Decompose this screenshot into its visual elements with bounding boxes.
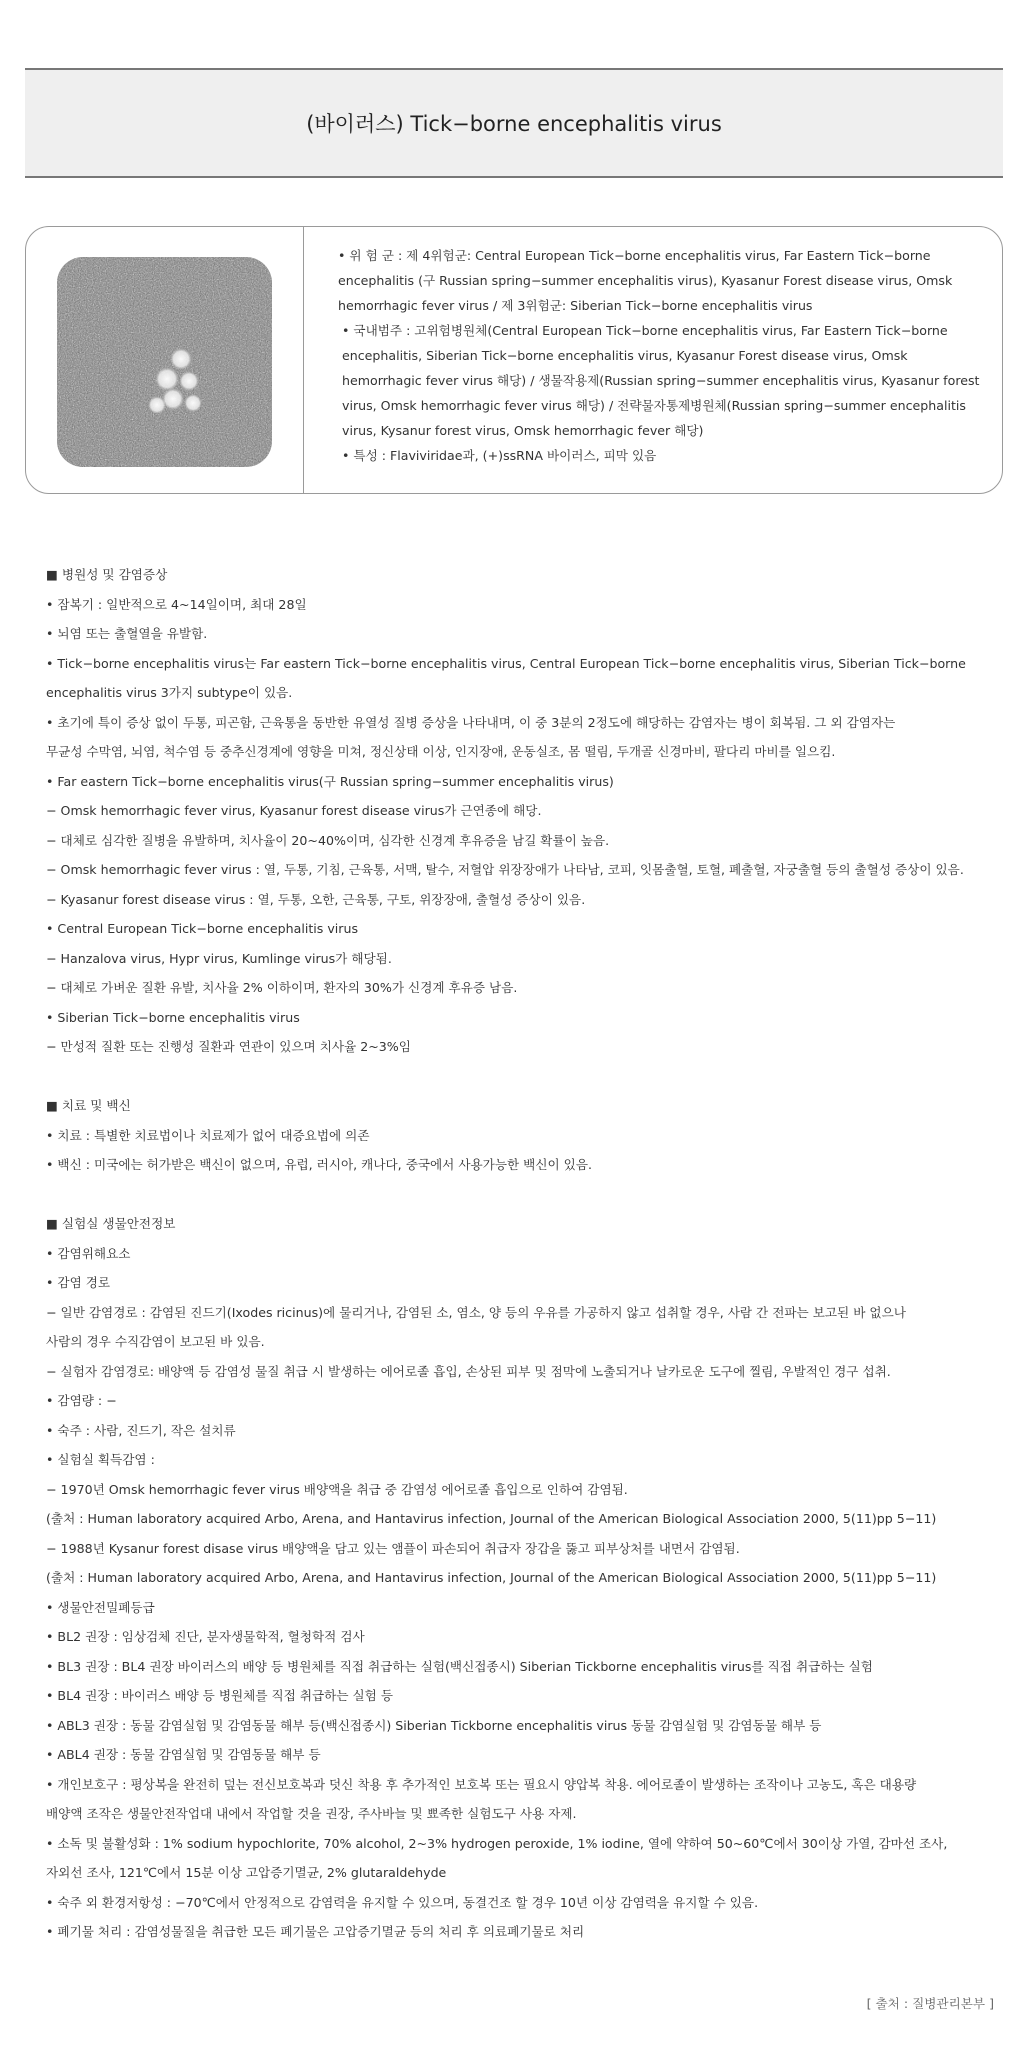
body-line: • 치료 : 특별한 치료법이나 치료제가 없어 대증요법에 의존 bbox=[46, 1127, 370, 1143]
body-line: − Omsk hemorrhagic fever virus, Kyasanur forest disease virus가 근연종에 해당. bbox=[46, 803, 542, 818]
body-line: • 뇌염 또는 출혈열을 유발함. bbox=[46, 626, 208, 641]
card-divider bbox=[303, 227, 304, 493]
summary-text bbox=[338, 243, 988, 468]
body-line: − 1988년 Kysanur forest disase virus 배양액을 담고 있는 앰플이 파손되어 취급자 장갑을 뚫고 피부상처를 내면서 감염됨. bbox=[46, 1540, 740, 1556]
body-line: • 초기에 특이 증상 없이 두통, 피곤함, 근육통을 동반한 유열성 질병 증상을 나타내며, 이 중 3분의 2정도에 해당하는 감염자는 병이 회복됨. 그 외 감염자는 bbox=[46, 714, 896, 730]
body-line: • Central European Tick−borne encephalitis virus bbox=[46, 921, 359, 936]
body-line: • 감염 경로 bbox=[46, 1275, 111, 1290]
body-line: • 소독 및 불활성화 : 1% sodium hypochlorite, 70% alcohol, 2~3% hydrogen peroxide, 1% iodine, 열에 약하여 50~60℃에서 30이상 가열, 감마선 조사, bbox=[46, 1835, 948, 1851]
body-line: (출처 : Human laboratory acquired Arbo, Arena, and Hantavirus infection, Journal of the American Biological Association 2000, 5(11)pp 5−11) bbox=[46, 1570, 937, 1585]
body-line: • 개인보호구 : 평상복을 완전히 덮는 전신보호복과 덧신 착용 후 추가적인 보호복 또는 필요시 양압복 착용. 에어로졸이 발생하는 조작이나 고농도, 혹은 대용량 bbox=[46, 1776, 917, 1792]
virus-micrograph-image bbox=[57, 257, 272, 467]
body-line: • 잠복기 : 일반적으로 4~14일이며, 최대 28일 bbox=[46, 596, 307, 612]
body-line: • 숙주 외 환경저항성 : −70℃에서 안정적으로 감염력을 유지할 수 있으며, 동결건조 할 경우 10년 이상 감염력을 유지할 수 있음. bbox=[46, 1894, 759, 1910]
body-line: (출처 : Human laboratory acquired Arbo, Arena, and Hantavirus infection, Journal of the American Biological Association 2000, 5(11)pp 5−11) bbox=[46, 1511, 937, 1526]
body-line: • 실험실 획득감염 : bbox=[46, 1452, 155, 1467]
section-heading: ■ 실험실 생물안전정보 bbox=[46, 1216, 176, 1231]
features-text: • 특성 : Flaviviridae과, (+)ssRNA 바이러스, 피막 있음 bbox=[342, 448, 657, 463]
section-spacer bbox=[46, 1180, 1006, 1210]
body-line: 자외선 조사, 121℃에서 15분 이상 고압증기멸균, 2% glutaraldehyde bbox=[46, 1865, 447, 1880]
section-spacer bbox=[46, 1062, 1006, 1092]
body-line: − Hanzalova virus, Hypr virus, Kumlinge virus가 해당됨. bbox=[46, 950, 392, 966]
body-line: − Kyasanur forest disease virus : 열, 두통, 오한, 근육통, 구토, 위장장애, 출혈성 증상이 있음. bbox=[46, 891, 586, 907]
body-line: − Omsk hemorrhagic fever virus : 열, 두통, 기침, 근육통, 서맥, 탈수, 저혈압 위장장애가 나타남, 코피, 잇몸출혈, 토혈, 폐출혈, 자궁출혈 등의 출혈성 증상이 있음. bbox=[46, 862, 964, 877]
body-line: • 폐기물 처리 : 감염성물질을 취급한 모든 폐기물은 고압증기멸균 등의 처리 후 의료폐기물로 처리 bbox=[46, 1924, 585, 1939]
page-title: (바이러스) Tick−borne encephalitis virus bbox=[306, 112, 722, 136]
section-heading: ■ 치료 및 백신 bbox=[46, 1098, 131, 1113]
body-line: • ABL4 권장 : 동물 감염실험 및 감염동물 해부 등 bbox=[46, 1747, 321, 1762]
body-content bbox=[46, 560, 1006, 1947]
source-footer: [ 출처 : 질병관리본부 ] bbox=[866, 1996, 994, 2011]
body-line: encephalitis virus 3가지 subtype이 있음. bbox=[46, 685, 293, 700]
summary-card bbox=[25, 226, 1003, 494]
section-heading: ■ 병원성 및 감염증상 bbox=[46, 567, 168, 582]
body-line: • BL3 권장 : BL4 권장 바이러스의 배양 등 병원체를 직접 취급하는 실험(백신접종시) Siberian Tickborne encephalitis virus를 직접 취급하는 실험 bbox=[46, 1658, 873, 1674]
body-line: − 실험자 감염경로: 배양액 등 감염성 물질 취급 시 발생하는 에어로졸 흡입, 손상된 피부 및 점막에 노출되거나 날카로운 도구에 찔림, 우발적인 경구 섭취. bbox=[46, 1363, 891, 1379]
body-line: − 대체로 심각한 질병을 유발하며, 치사율이 20~40%이며, 심각한 신경계 후유증을 남길 확률이 높음. bbox=[46, 832, 610, 848]
body-line: − 일반 감염경로 : 감염된 진드기(Ixodes ricinus)에 물리거나, 감염된 소, 염소, 양 등의 우유를 가공하지 않고 섭취할 경우, 사람 간 전파는 보고된 바 없으나 bbox=[46, 1304, 906, 1320]
body-line: • ABL3 권장 : 동물 감염실험 및 감염동물 해부 등(백신접종시) Siberian Tickborne encephalitis virus 동물 감염실험 및 감염동물 해부 등 bbox=[46, 1717, 822, 1733]
body-line: • BL2 권장 : 임상검체 진단, 분자생물학적, 혈청학적 검사 bbox=[46, 1629, 365, 1644]
title-banner bbox=[25, 68, 1003, 178]
body-line: • 감염량 : − bbox=[46, 1393, 117, 1408]
body-line: 배양액 조작은 생물안전작업대 내에서 작업할 것을 권장, 주사바늘 및 뾰족한 실험도구 사용 자제. bbox=[46, 1806, 577, 1821]
body-line: • Siberian Tick−borne encephalitis virus bbox=[46, 1009, 300, 1025]
body-line: • Tick−borne encephalitis virus는 Far eastern Tick−borne encephalitis virus, Central European Tick−borne encephalitis virus, Siberian Tick−borne bbox=[46, 655, 966, 671]
domestic-category-text: • 국내범주 : 고위험병원체(Central European Tick−borne encephalitis virus, Far Eastern Tick−borne encephalitis, Siberian Tick−borne encephalitis virus, Kyasanur Forest disease virus, Omsk hemorrhagic fever virus 해당) / 생물작용제(Russian spring−summer encephalitis virus, Kyasanur forest virus, Omsk hemorrhagic fever virus 해당) / 전략물자통제병원체(Russian spring−summer encephalitis virus, Kysanur forest virus, Omsk hemorrhagic fever 해당) bbox=[342, 323, 980, 438]
body-line: • 감염위해요소 bbox=[46, 1245, 131, 1261]
body-line: − 대체로 가벼운 질환 유발, 치사율 2% 이하이며, 환자의 30%가 신경계 후유증 남음. bbox=[46, 980, 518, 995]
body-line: • BL4 권장 : 바이러스 배양 등 병원체를 직접 취급하는 실험 등 bbox=[46, 1688, 394, 1703]
body-line: 무균성 수막염, 뇌염, 척수염 등 중추신경계에 영향을 미쳐, 정신상태 이상, 인지장애, 운동실조, 몸 떨림, 두개골 신경마비, 팔다리 마비를 일으킴. bbox=[46, 744, 836, 759]
body-line: • 백신 : 미국에는 허가받은 백신이 없으며, 유럽, 러시아, 캐나다, 중국에서 사용가능한 백신이 있음. bbox=[46, 1157, 593, 1172]
body-line: − 만성적 질환 또는 진행성 질환과 연관이 있으며 치사율 2~3%임 bbox=[46, 1039, 411, 1054]
body-line: • 숙주 : 사람, 진드기, 작은 설치류 bbox=[46, 1422, 236, 1438]
body-line: 사람의 경우 수직감염이 보고된 바 있음. bbox=[46, 1334, 265, 1349]
body-line: − 1970년 Omsk hemorrhagic fever virus 배양액을 취급 중 감염성 에어로졸 흡입으로 인하여 감염됨. bbox=[46, 1481, 628, 1497]
risk-group-text: • 위 험 군 : 제 4위험군: Central European Tick−borne encephalitis virus, Far Eastern Tick−borne encephalitis (구 Russian spring−summer encephalitis virus), Kyasanur Forest disease virus, Omsk hemorrhagic fever virus / 제 3위험군: Siberian Tick−borne encephalitis virus bbox=[338, 248, 953, 313]
body-line: • Far eastern Tick−borne encephalitis virus(구 Russian spring−summer encephalitis virus) bbox=[46, 773, 614, 789]
body-line: • 생물안전밀폐등급 bbox=[46, 1599, 155, 1615]
